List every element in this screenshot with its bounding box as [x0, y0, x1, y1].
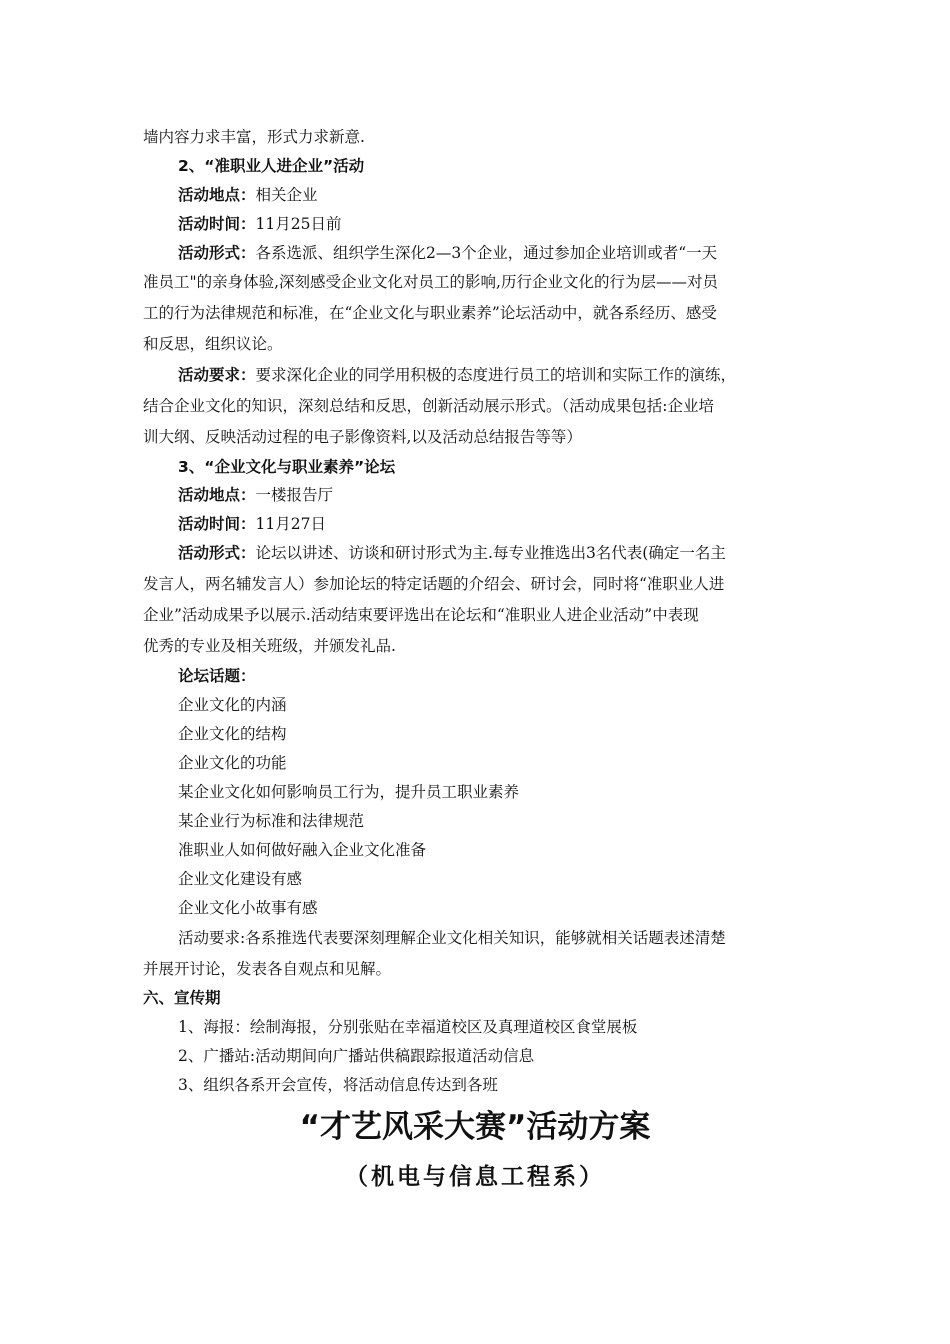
list-item: 1、海报：绘制海报，分别张贴在幸福道校区及真理道校区食堂展板: [178, 1018, 638, 1036]
field-label: 活动地点：: [178, 486, 256, 504]
body-line: 优秀的专业及相关班级，并颁发礼品.: [143, 637, 396, 655]
field-label: 活动时间：: [178, 515, 256, 533]
topic-item: 准职业人如何做好融入企业文化准备: [178, 841, 427, 859]
document-title: “才艺风采大赛”活动方案: [299, 1109, 651, 1145]
field-line: [178, 361, 815, 390]
field-value: 相关企业: [255, 186, 318, 204]
topic-item: 某企业行为标准和法律规范: [178, 812, 365, 830]
list-item: 3、组织各系开会宣传，将活动信息传达到各班: [178, 1076, 498, 1094]
field-value: 11月25日前: [255, 215, 342, 233]
topic-item: 企业文化的内涵: [178, 696, 287, 714]
field-value: 一楼报告厅: [255, 486, 334, 504]
field-value: 论坛以讲述、访谈和研讨形式为主.每专业推选出3名代表(确定一名主: [255, 544, 726, 562]
field-label: 活动要求：: [178, 366, 256, 384]
topic-item: 企业文化建设有感: [178, 870, 303, 888]
field-label: 活动地点：: [178, 186, 256, 204]
body-line: 工的行为法律规范和标准，在“企业文化与职业素养”论坛活动中，就各系经历、感受: [143, 304, 717, 322]
field-label: 活动时间：: [178, 215, 256, 233]
field-line: [178, 481, 815, 510]
document-subtitle: （机电与信息工程系）: [345, 1164, 605, 1190]
topics-heading: 论坛话题：: [178, 667, 256, 685]
field-value: 各系选派、组织学生深化2—3个企业，通过参加企业培训或者“一天: [255, 244, 718, 262]
field-line: [178, 210, 815, 239]
field-label: 活动形式：: [178, 544, 256, 562]
body-line: 发言人，两名辅发言人）参加论坛的特定话题的介绍会、研讨会，同时将“准职业人进: [143, 575, 725, 593]
field-value: 要求深化企业的同学用积极的态度进行员工的培训和实际工作的演练，: [255, 366, 737, 384]
field-label: 活动形式：: [178, 244, 256, 262]
field-line: [178, 510, 815, 539]
field-line: [178, 181, 815, 210]
field-line: [178, 239, 815, 268]
topic-item: 企业文化的结构: [178, 725, 287, 743]
topic-item: 企业文化小故事有感: [178, 899, 318, 917]
topic-item: 企业文化的功能: [178, 754, 287, 772]
body-line: 和反思，组织议论。: [143, 335, 283, 353]
body-line: 准员工"的亲身体验,深刻感受企业文化对员工的影响,历行企业文化的行为层——对员: [143, 273, 718, 291]
body-line: 企业”活动成果予以展示.活动结束要评选出在论坛和“准职业人进企业活动”中表现: [143, 606, 699, 624]
body-line: 墙内容力求丰富，形式力求新意.: [143, 128, 365, 146]
field-value: 11月27日: [255, 515, 326, 533]
body-line: 活动要求:各系推选代表要深刻理解企业文化相关知识，能够就相关话题表述清楚: [178, 929, 726, 947]
list-item: 2、广播站:活动期间向广播站供稿跟踪报道活动信息: [178, 1047, 535, 1065]
section-heading: 2、“准职业人进企业”活动: [178, 157, 365, 175]
field-line: [178, 539, 815, 568]
body-line: 结合企业文化的知识，深刻总结和反思，创新活动展示形式。（活动成果包括:企业培: [143, 397, 714, 415]
body-line: 训大纲、反映活动过程的电子影像资料,以及活动总结报告等等）: [143, 428, 582, 446]
section-heading: 3、“企业文化与职业素养”论坛: [178, 458, 396, 476]
section-heading: 六、宣传期: [143, 989, 221, 1007]
body-line: 并展开讨论，发表各自观点和见解。: [143, 960, 392, 978]
topic-item: 某企业文化如何影响员工行为，提升员工职业素养: [178, 783, 520, 801]
